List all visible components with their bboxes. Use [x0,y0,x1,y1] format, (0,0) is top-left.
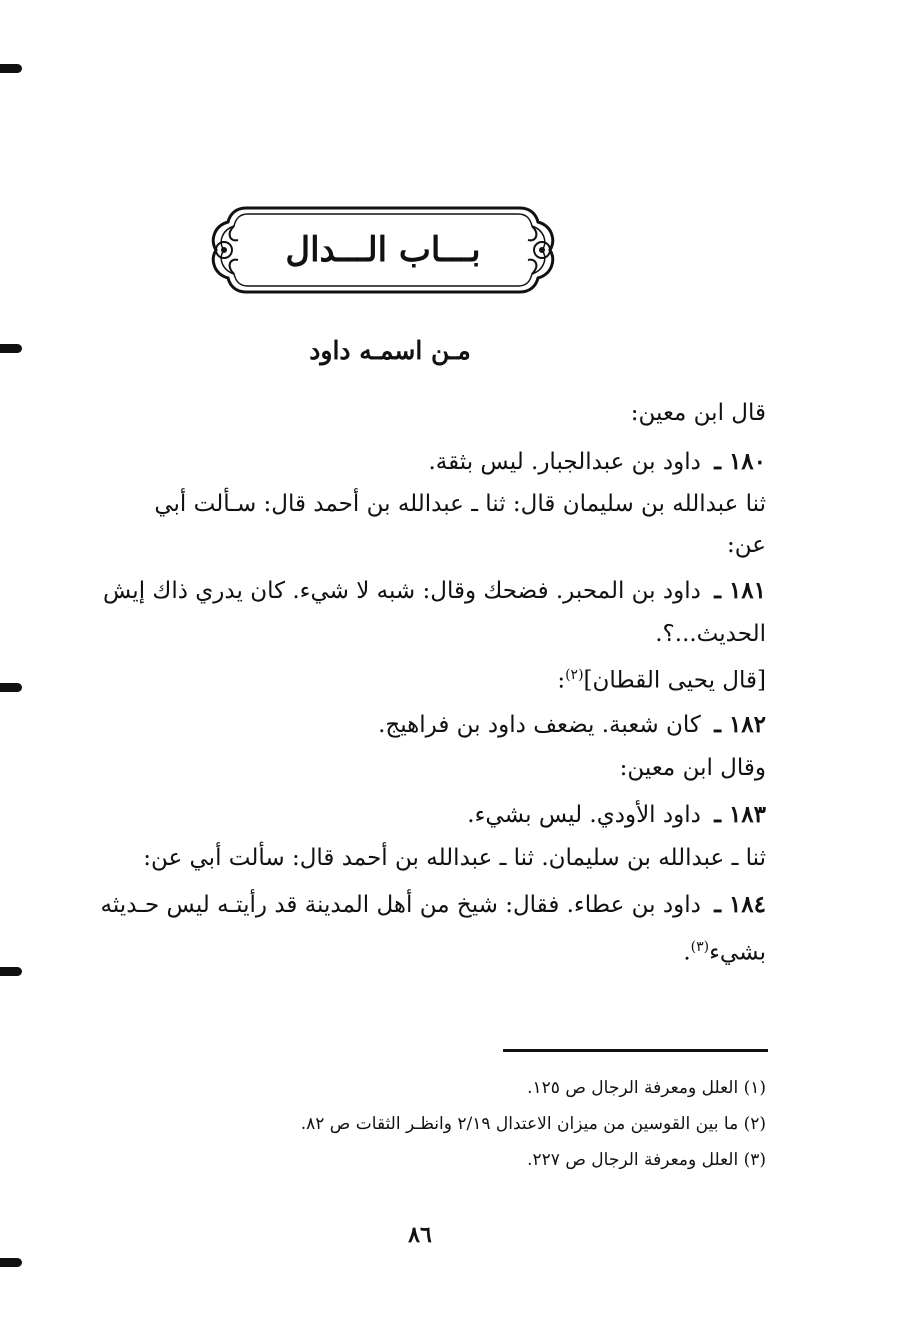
text-line: قال ابن معين: [630,400,766,426]
footnote: (٣) العلل ومعرفة الرجال ص ٢٢٧. [527,1150,766,1170]
scan-edge-mark [0,967,22,976]
isnad-line: عن: [727,532,766,558]
entry-number: ١٨٤ ـ [714,891,766,918]
chapter-title-frame [208,200,558,300]
isnad-line: ثنا عبدالله بن سليمان قال: ثنا ـ عبدالله بن أحمد قال: سـألت أبي [154,491,766,517]
entry-181 [103,576,766,606]
footnote-separator [503,1049,768,1052]
isnad-line: ثنا ـ عبدالله بن سليمان. ثنا ـ عبدالله بن أحمد قال: سألت أبي عن: [143,845,766,871]
entry-184 [101,890,766,920]
chapter-title: بـــاب الـــدال [285,230,481,270]
entry-continuation: الحديث...؟. [655,621,766,647]
footnote: (١) العلل ومعرفة الرجال ص ١٢٥. [527,1078,766,1098]
text-line: وقال ابن معين: [619,755,766,781]
entry-text: داود بن عبدالجبار. ليس بثقة. [428,449,701,475]
entry-183 [467,800,766,830]
entry-text: داود الأودي. ليس بشيء. [467,802,701,828]
entry-number: ١٨١ ـ [714,577,766,604]
section-title: مـن اسمـه داود [309,336,471,365]
entry-text: كان شعبة. يضعف داود بن فراهيج. [378,712,701,738]
footnote-ref: (٣) [690,939,710,955]
entry-number: ١٨٢ ـ [714,711,766,738]
entry-text: داود بن عطاء. فقال: شيخ من أهل المدينة قد رأيتـه ليس حـديثه [100,892,701,918]
footnote: (٢) ما بين القوسين من ميزان الاعتدال ٢/١٩ وانظـر الثقات ص ٨٢. [300,1114,766,1134]
entry-number: ١٨٣ ـ [714,801,766,828]
scan-edge-mark [0,683,22,692]
scan-edge-mark [0,1258,22,1267]
text-line: [قال يحيى القطان]$^{(٢)}$: [557,667,766,694]
scan-edge-mark [0,344,22,353]
entry-number: ١٨٠ ـ [714,448,766,475]
entry-182 [378,710,766,740]
entry-180 [429,447,767,477]
footnote-ref: (٢) [565,667,584,683]
page-number: ٨٦ [408,1222,432,1248]
entry-continuation: بشيء$^{(٣)}$. [683,939,766,966]
scan-edge-mark [0,64,22,73]
entry-text: داود بن المحبر. فضحك وقال: شبه لا شيء. كان يدري ذاك إيش [102,578,701,604]
